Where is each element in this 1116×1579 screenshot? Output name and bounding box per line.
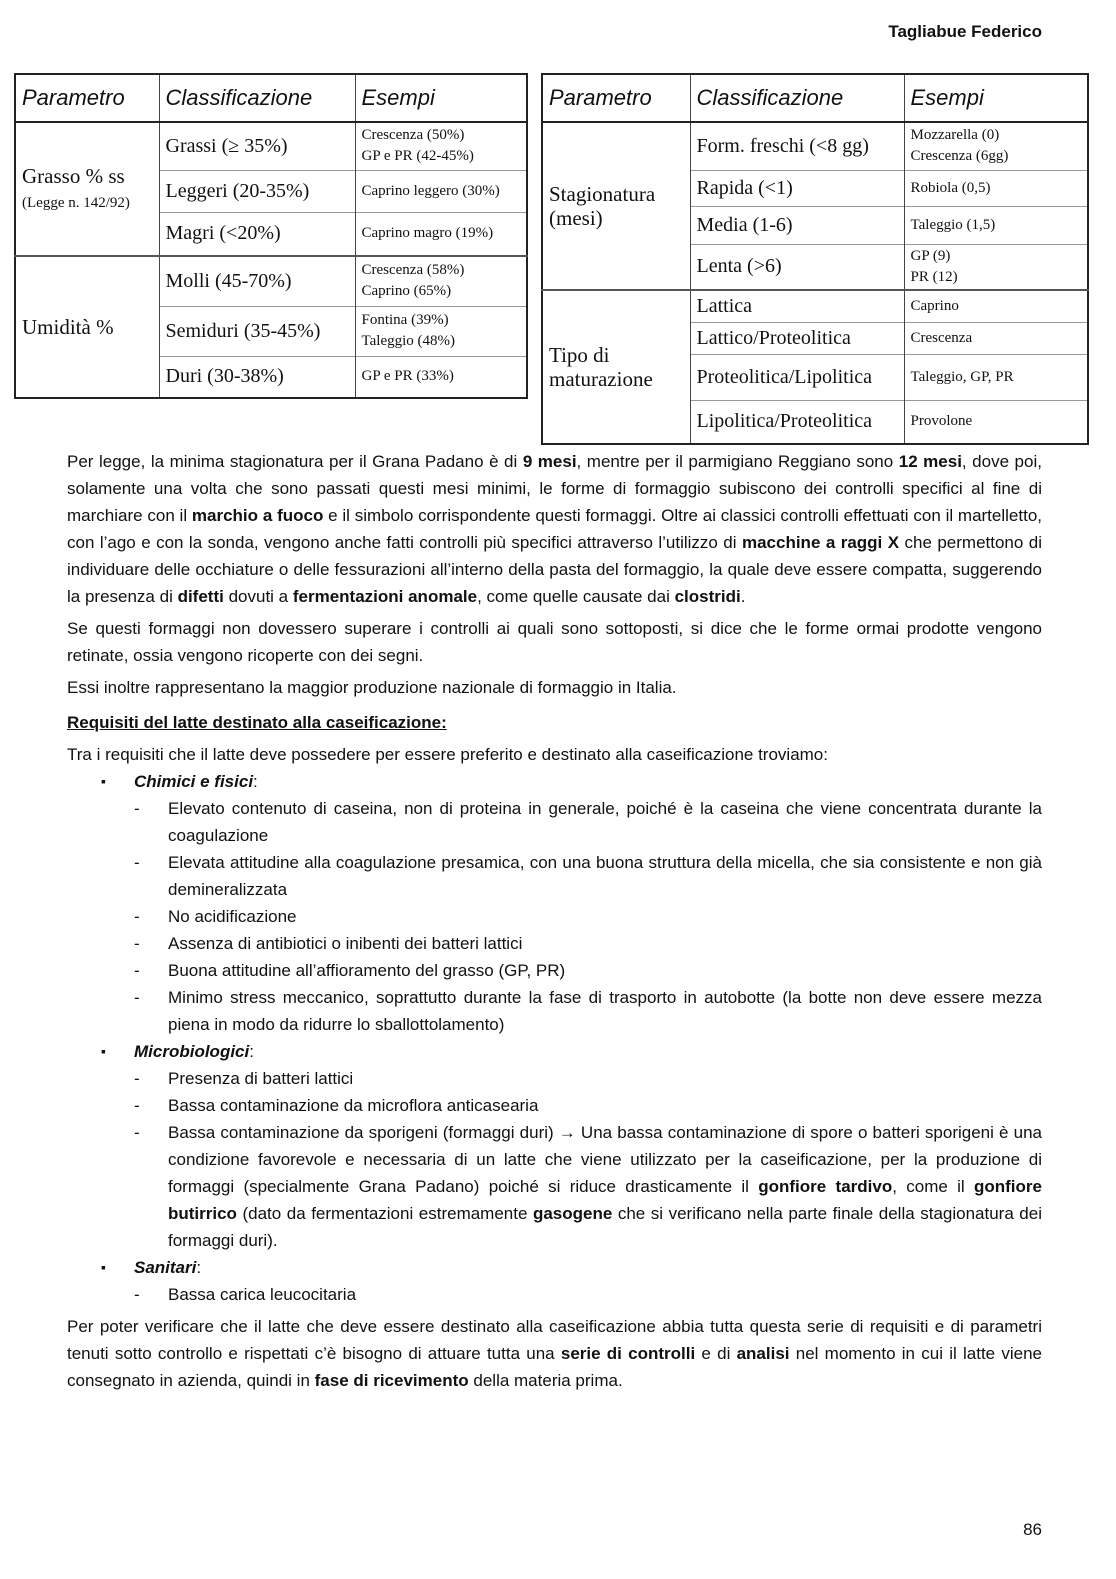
dash-bullet-icon: - bbox=[134, 1123, 140, 1142]
category-title: Chimici e fisici bbox=[134, 772, 254, 791]
list-item: - Minimo stress meccanico, soprattutto durante la fase di trasporto in autobotte (la botte non deve essere mezza piena in modo da ridurre lo sballottolamento) bbox=[134, 984, 1042, 1038]
example-cell: Provolone bbox=[904, 400, 1088, 444]
list-item: - Bassa contaminazione da sporigeni (formaggi duri) → Una bassa contaminazione di spore o batteri sporigeni è una condizione favorevole e necessaria di un latte che viene utilizzato per la caseificazione, per la produzione di formaggi (specialmente Grana Padano) poiché si riduce drasticamente il gonfiore tardivo, come il gonfiore butirrico (dato da fermentazioni estremamente gasogene che si verificano nella parte finale della stagionatura dei formaggi duri). bbox=[134, 1119, 1042, 1254]
table-header-row bbox=[15, 74, 527, 122]
list-item: - Elevato contenuto di caseina, non di proteina in generale, poiché è la caseina che viene concentrata durante la coagulazione bbox=[134, 795, 1042, 849]
list-item-microbiological: ▪ Microbiologici: - Presenza di batteri lattici - Bassa contaminazione da microflora anticasearia - Bassa contaminazione da sporigeni (formaggi duri) → Una bassa contaminazione di spore o batteri sporigeni è una condizione favorevole e necessaria di un latte che viene utilizzato per la caseificazione, per la produzione di formaggi (specialmente Grana Padano) poiché si riduce drasticamente il gonfiore tardivo, come il gonfiore butirrico (dato da fermentazioni estremamente gasogene che si verificano nella parte finale della stagionatura dei formaggi duri). bbox=[67, 1038, 1042, 1254]
classification-cell: Lipolitica/Proteolitica bbox=[690, 400, 904, 444]
dash-bullet-icon: - bbox=[134, 1069, 140, 1088]
column-header: Esempi bbox=[904, 74, 1088, 122]
dash-bullet-icon: - bbox=[134, 1285, 140, 1304]
parameter-label: maturazione bbox=[549, 367, 653, 391]
example-line: Crescenza (50%) bbox=[361, 127, 465, 144]
square-bullet-icon: ▪ bbox=[101, 1259, 106, 1275]
example-line: Mozzarella (0) bbox=[910, 127, 1000, 144]
classification-cell: Media (1-6) bbox=[690, 206, 904, 244]
dash-bullet-icon: - bbox=[134, 1096, 140, 1115]
example-line: GP e PR (42-45%) bbox=[361, 148, 474, 165]
column-header: Classificazione bbox=[159, 74, 355, 122]
list-item: - Bassa carica leucocitaria bbox=[134, 1281, 1042, 1308]
list-item-sanitary: ▪ Sanitari: - Bassa carica leucocitaria bbox=[67, 1254, 1042, 1308]
parameter-label: Grasso % ss bbox=[22, 163, 125, 188]
list-item: - Presenza di batteri lattici bbox=[134, 1065, 1042, 1092]
paragraph-controls-summary: Per poter verificare che il latte che deve essere destinato alla caseificazione abbia tutta questa serie di requisiti e di parametri tenuti sotto controllo e rispettati c’è bisogno di attuare tutta una serie di controlli e di analisi nel momento in cui il latte viene consegnato in azienda, quindi in fase di ricevimento della materia prima. bbox=[67, 1317, 1042, 1390]
example-line: Caprino (65%) bbox=[361, 283, 452, 300]
example-cell: Taleggio, GP, PR bbox=[904, 354, 1088, 400]
sub-list bbox=[134, 795, 1042, 1038]
page-number: 86 bbox=[1023, 1520, 1042, 1539]
paragraph-production: Essi inoltre rappresentano la maggior produzione nazionale di formaggio in Italia. bbox=[67, 678, 677, 697]
list-item: - Elevata attitudine alla coagulazione presamica, con una buona struttura della micella, che sia consistente e non già demineralizzata bbox=[134, 849, 1042, 903]
example-line: Fontina (39%) bbox=[361, 312, 449, 328]
sub-list bbox=[134, 1065, 1042, 1254]
dash-bullet-icon: - bbox=[134, 988, 140, 1007]
parameter-note: (Legge n. 142/92) bbox=[22, 194, 130, 211]
classification-cell: Leggeri (20-35%) bbox=[159, 170, 355, 212]
fat-moisture-classification-table bbox=[14, 73, 528, 399]
example-cell: GP e PR (33%) bbox=[355, 356, 527, 398]
example-line: GP (9) bbox=[910, 247, 951, 264]
dash-bullet-icon: - bbox=[134, 853, 140, 872]
list-item: - Buona attitudine all’affioramento del grasso (GP, PR) bbox=[134, 957, 1042, 984]
dash-bullet-icon: - bbox=[134, 961, 140, 980]
parameter-cell bbox=[542, 122, 690, 290]
example-cell bbox=[904, 244, 1088, 290]
example-cell: Caprino bbox=[904, 290, 1088, 322]
list-item: - No acidificazione bbox=[134, 903, 1042, 930]
paragraph-aging-controls: Per legge, la minima stagionatura per il Grana Padano è di 9 mesi, mentre per il parmigiano Reggiano sono 12 mesi, dove poi, solamente una volta che sono passati questi mesi minimi, le forme di formaggio subiscono dei controlli specifici al fine di marchiare con il marchio a fuoco e il simbolo corrispondente questi formaggi. Oltre ai classici controlli effettuati con il martelletto, con l’ago e con la sonda, vengono anche fatti controlli più specifici attraverso l’utilizzo di macchine a raggi X che permettono di individuare delle occhiature o delle fessurazioni all’interno della pasta del formaggio, la quale deve essere compatta, suggerendo la presenza di difetti dovuti a fermentazioni anomale, come quelle causate dai clostridi. bbox=[67, 452, 1042, 606]
example-cell: Robiola (0,5) bbox=[904, 170, 1088, 206]
example-cell: Caprino leggero (30%) bbox=[355, 170, 527, 212]
example-cell bbox=[355, 256, 527, 306]
list-item-chemical-physical: ▪ Chimici e fisici: - Elevato contenuto di caseina, non di proteina in generale, poiché è la caseina che viene concentrata durante la coagulazione - Elevata attitudine alla coagulazione presamica, con una buona struttura della micella, che sia consistente e non già demineralizzata - No acidificazione - Assenza di antibiotici o inibenti dei batteri lattici - Buona attitudine all’affioramento del grasso (GP, PR) - Minimo stress meccanico, soprattutto durante la fase di trasporto in autobotte (la botte non deve essere mezza piena in modo da ridurre lo sballottolamento) bbox=[67, 768, 1042, 1038]
example-line: Crescenza (6gg) bbox=[910, 148, 1009, 165]
classification-cell: Molli (45-70%) bbox=[159, 256, 355, 306]
parameter-cell: Umidità % bbox=[15, 256, 159, 398]
example-cell bbox=[355, 306, 527, 356]
table-row bbox=[15, 122, 527, 170]
classification-cell: Lattica bbox=[690, 290, 904, 322]
classification-cell: Lattico/Proteolitica bbox=[690, 322, 904, 354]
square-bullet-icon: ▪ bbox=[101, 773, 106, 789]
column-header: Parametro bbox=[15, 74, 159, 122]
document-body bbox=[67, 448, 1042, 1399]
example-cell: Caprino magro (19%) bbox=[355, 212, 527, 256]
section-heading: Requisiti del latte destinato alla caseificazione: bbox=[67, 713, 447, 732]
example-line: PR (12) bbox=[910, 268, 958, 285]
paragraph-intro: Tra i requisiti che il latte deve possedere per essere preferito e destinato alla caseificazione troviamo: bbox=[67, 745, 828, 764]
parameter-cell bbox=[542, 290, 690, 444]
dash-bullet-icon: - bbox=[134, 934, 140, 953]
classification-cell: Grassi (≥ 35%) bbox=[159, 122, 355, 170]
example-cell: Taleggio (1,5) bbox=[904, 206, 1088, 244]
square-bullet-icon: ▪ bbox=[101, 1043, 106, 1059]
parameter-cell bbox=[15, 122, 159, 256]
table-header-row bbox=[542, 74, 1088, 122]
classification-cell: Rapida (<1) bbox=[690, 170, 904, 206]
classification-cell: Magri (<20%) bbox=[159, 212, 355, 256]
list-item: - Bassa contaminazione da microflora anticasearia bbox=[134, 1092, 1042, 1119]
column-header: Classificazione bbox=[690, 74, 904, 122]
table-row bbox=[542, 290, 1088, 322]
paragraph-retinate: Se questi formaggi non dovessero superare i controlli ai quali sono sottoposti, si dice che le forme ormai prodotte vengono retinate, ossia vengono ricoperte con dei segni. bbox=[67, 619, 1042, 665]
dash-bullet-icon: - bbox=[134, 799, 140, 818]
category-title: Microbiologici bbox=[134, 1042, 250, 1061]
list-item: - Assenza di antibiotici o inibenti dei batteri lattici bbox=[134, 930, 1042, 957]
column-header: Esempi bbox=[355, 74, 527, 122]
example-cell: Crescenza bbox=[904, 322, 1088, 354]
ripening-classification-table bbox=[541, 73, 1089, 445]
requirements-list bbox=[67, 768, 1042, 1308]
example-cell bbox=[355, 122, 527, 170]
classification-cell: Lenta (>6) bbox=[690, 244, 904, 290]
classification-cell: Proteolitica/Lipolitica bbox=[690, 354, 904, 400]
classification-cell: Duri (30-38%) bbox=[159, 356, 355, 398]
example-line: Crescenza (58%) bbox=[361, 262, 465, 279]
sub-list bbox=[134, 1281, 1042, 1308]
classification-cell: Semiduri (35-45%) bbox=[159, 306, 355, 356]
table-row bbox=[542, 122, 1088, 170]
parameter-label: (mesi) bbox=[549, 206, 603, 230]
dash-bullet-icon: - bbox=[134, 907, 140, 926]
classification-cell: Form. freschi (<8 gg) bbox=[690, 122, 904, 170]
example-cell bbox=[904, 122, 1088, 170]
parameter-label: Tipo di bbox=[549, 343, 610, 367]
column-header: Parametro bbox=[542, 74, 690, 122]
example-line: Taleggio (48%) bbox=[361, 333, 456, 349]
author-name: Tagliabue Federico bbox=[888, 22, 1042, 41]
table-row bbox=[15, 256, 527, 306]
category-title: Sanitari bbox=[134, 1258, 197, 1277]
parameter-label: Stagionatura bbox=[549, 182, 656, 206]
